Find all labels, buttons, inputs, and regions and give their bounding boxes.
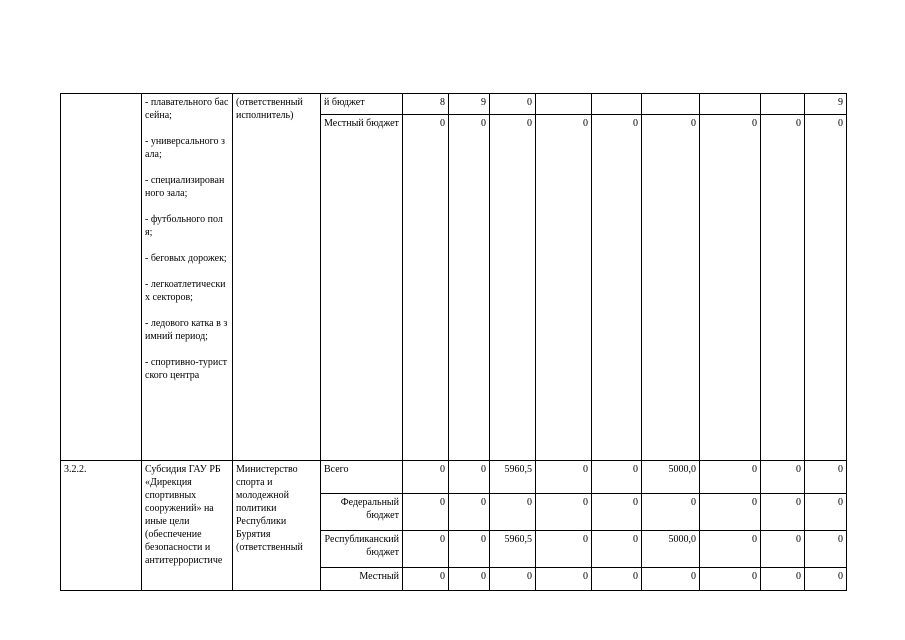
- value-cell: 0: [805, 531, 847, 568]
- budget-source-cell: Местный: [321, 568, 403, 591]
- value-cell: 0: [805, 494, 847, 531]
- value-cell: 0: [761, 568, 805, 591]
- value-cell: 0: [805, 461, 847, 494]
- list-item: - универсального зала;: [145, 136, 225, 160]
- value-cell: 0: [592, 115, 642, 461]
- value-cell: 0: [403, 568, 449, 591]
- value-cell: 0: [403, 461, 449, 494]
- value-cell: [592, 94, 642, 115]
- value-cell: 5000,0: [642, 531, 700, 568]
- value-cell: 0: [449, 568, 490, 591]
- measure-name-cell: Субсидия ГАУ РБ «Дирекция спортивных сооружений» на иные цели (обеспечение безопасности и антитеррористиче: [142, 461, 233, 591]
- value-cell: 0: [761, 494, 805, 531]
- list-item: - легкоатлетических секторов;: [145, 279, 226, 303]
- value-cell: 0: [536, 115, 592, 461]
- value-cell: [536, 94, 592, 115]
- budget-source-cell: Местный бюджет: [321, 115, 403, 461]
- list-item: - беговых дорожек;: [145, 253, 227, 264]
- value-cell: 9: [449, 94, 490, 115]
- value-cell: 0: [490, 568, 536, 591]
- value-cell: 0: [700, 115, 761, 461]
- value-cell: 5000,0: [642, 461, 700, 494]
- value-cell: 0: [592, 531, 642, 568]
- row-number-cell: 3.2.2.: [61, 461, 142, 591]
- value-cell: [642, 94, 700, 115]
- budget-source-cell: й бюджет: [321, 94, 403, 115]
- value-cell: 0: [700, 494, 761, 531]
- value-cell: 0: [536, 568, 592, 591]
- value-cell: 0: [536, 494, 592, 531]
- list-item: - ледового катка в зимний период;: [145, 318, 228, 342]
- value-cell: 0: [403, 115, 449, 461]
- value-cell: 0: [536, 461, 592, 494]
- value-cell: 0: [403, 531, 449, 568]
- value-cell: 9: [805, 94, 847, 115]
- value-cell: 0: [700, 531, 761, 568]
- value-cell: 5960,5: [490, 531, 536, 568]
- facility-list-cell: [142, 94, 233, 461]
- value-cell: 0: [490, 115, 536, 461]
- budget-source-cell: Всего: [321, 461, 403, 494]
- table-row: [61, 461, 847, 494]
- value-cell: 0: [449, 115, 490, 461]
- value-cell: 0: [761, 531, 805, 568]
- value-cell: 0: [403, 494, 449, 531]
- value-cell: 0: [449, 494, 490, 531]
- value-cell: 0: [449, 531, 490, 568]
- value-cell: 0: [490, 94, 536, 115]
- value-cell: 0: [592, 461, 642, 494]
- value-cell: [700, 94, 761, 115]
- value-cell: 0: [642, 568, 700, 591]
- value-cell: 8: [403, 94, 449, 115]
- budget-source-cell: Федеральный бюджет: [321, 494, 403, 531]
- value-cell: 0: [592, 494, 642, 531]
- value-cell: 0: [449, 461, 490, 494]
- value-cell: 0: [642, 115, 700, 461]
- list-item: - спортивно-туристского центра: [145, 357, 228, 381]
- value-cell: 0: [536, 531, 592, 568]
- executor-cell: Министерство спорта и молодежной политики Республики Бурятия (ответственный: [233, 461, 321, 591]
- executor-cell: (ответственный исполнитель): [233, 94, 321, 461]
- value-cell: 0: [761, 115, 805, 461]
- value-cell: 0: [700, 461, 761, 494]
- list-item: - футбольного поля;: [145, 214, 223, 238]
- list-item: - специализированного зала;: [145, 175, 225, 199]
- value-cell: 0: [805, 568, 847, 591]
- value-cell: 0: [642, 494, 700, 531]
- budget-source-cell: Республиканский бюджет: [321, 531, 403, 568]
- budget-table: [60, 93, 847, 591]
- table-row: [61, 94, 847, 115]
- value-cell: 0: [700, 568, 761, 591]
- row-number-cell: [61, 94, 142, 461]
- value-cell: 0: [592, 568, 642, 591]
- value-cell: 5960,5: [490, 461, 536, 494]
- value-cell: 0: [490, 494, 536, 531]
- value-cell: 0: [805, 115, 847, 461]
- value-cell: [761, 94, 805, 115]
- value-cell: 0: [761, 461, 805, 494]
- list-item: - плавательного бассейна;: [145, 97, 229, 121]
